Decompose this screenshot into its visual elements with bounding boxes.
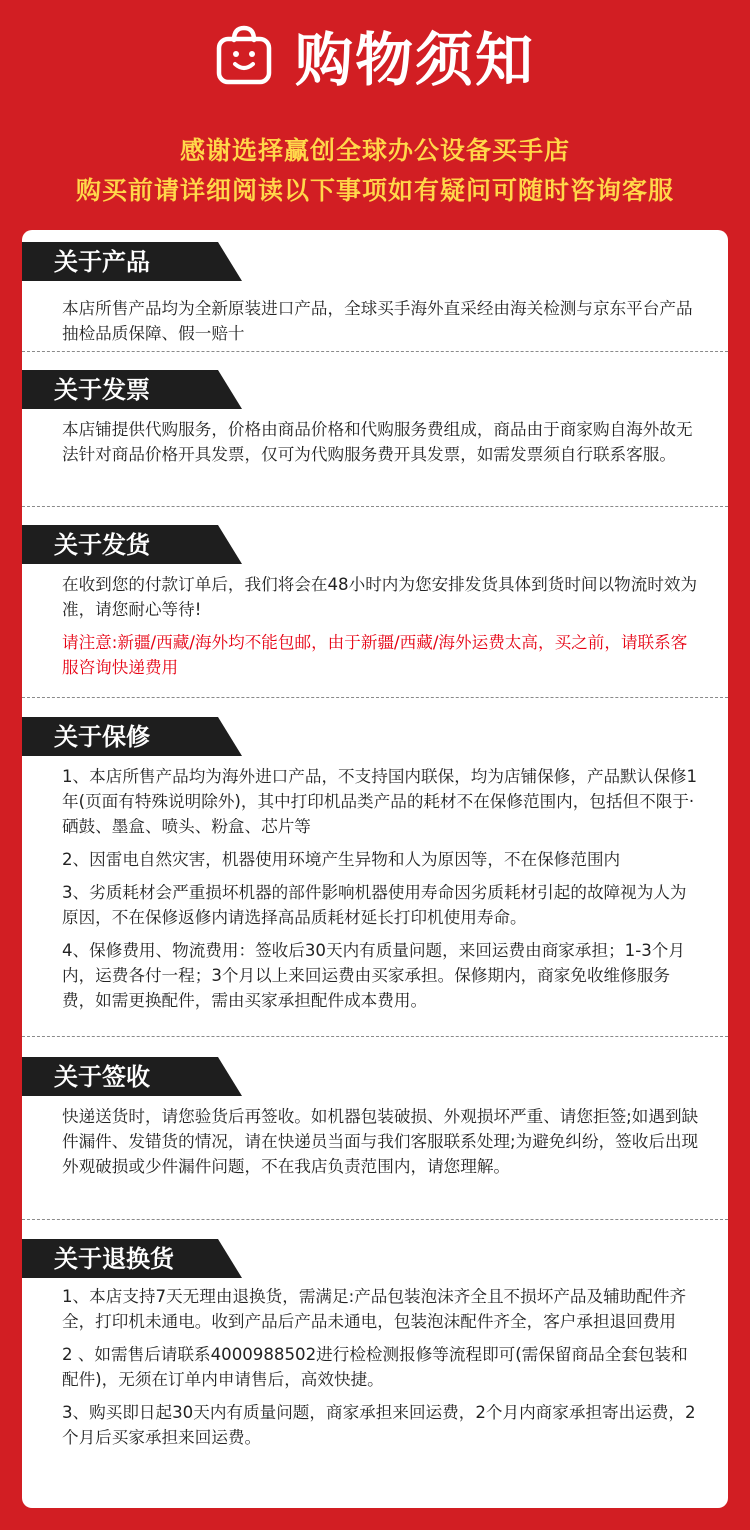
section-title: 关于保修 bbox=[54, 723, 150, 751]
section-body bbox=[62, 296, 702, 354]
divider bbox=[22, 1219, 728, 1220]
divider bbox=[22, 506, 728, 507]
paragraph: 本店所售产品均为全新原装进口产品，全球买手海外直采经由海关检测与京东平台产品抽检品质保障、假一赔十 bbox=[62, 299, 693, 343]
page-title: 购物须知 bbox=[294, 26, 535, 94]
paragraph: 1、本店支持7天无理由退换货，需满足:产品包装泡沫齐全且不损坏产品及辅助配件齐全，打印机未通电。收到产品后产品未通电，包装泡沫配件齐全，客户承担退回费用 bbox=[62, 1287, 687, 1331]
paragraph: 1、本店所售产品均为海外进口产品，不支持国内联保，均为店铺保修，产品默认保修1年(页面有特殊说明除外)，其中打印机品类产品的耗材不在保修范围内，包括但不限于·硒鼓、墨盒、喷头、粉盒、芯片等 bbox=[62, 767, 698, 836]
shipping-notice: 请注意:新疆/西藏/海外均不能包邮，由于新疆/西藏/海外运费太高，买之前，请联系客服咨询快递费用 bbox=[62, 633, 688, 677]
subtitle-line-1: 感谢选择赢创全球办公设备买手店 bbox=[179, 136, 570, 165]
paragraph: 2 、如需售后请联系4000988502进行检检测报修等流程即可(需保留商品全套包装和配件)，无须在订单内申请售后，高效快捷。 bbox=[62, 1345, 688, 1389]
section-title: 关于产品 bbox=[54, 248, 150, 276]
section-title: 关于退换货 bbox=[54, 1245, 174, 1273]
section-body bbox=[62, 572, 702, 688]
section-body bbox=[62, 764, 702, 1021]
paragraph: 2、因雷电自然灾害，机器使用环境产生异物和人为原因等，不在保修范围内 bbox=[62, 850, 621, 869]
divider bbox=[22, 351, 728, 352]
shopping-bag-smile-icon bbox=[215, 24, 273, 86]
paragraph: 本店铺提供代购服务，价格由商品价格和代购服务费组成，商品由于商家购自海外故无法针对商品价格开具发票，仅可为代购服务费开具发票，如需发票须自行联系客服。 bbox=[62, 420, 693, 464]
subtitle-line-2: 购买前请详细阅读以下事项如有疑问可随时咨询客服 bbox=[75, 176, 674, 205]
divider bbox=[22, 697, 728, 698]
divider bbox=[22, 1036, 728, 1037]
section-title: 关于发票 bbox=[54, 376, 150, 404]
section-title: 关于签收 bbox=[54, 1063, 150, 1091]
paragraph: 在收到您的付款订单后，我们将会在48小时内为您安排发货具体到货时间以物流时效为准，请您耐心等待! bbox=[62, 575, 698, 619]
paragraph: 3、购买即日起30天内有质量问题，商家承担来回运费，2个月内商家承担寄出运费，2个月后买家承担来回运费。 bbox=[62, 1403, 696, 1447]
section-body bbox=[62, 1104, 702, 1187]
section-body bbox=[62, 1284, 702, 1458]
paragraph: 3、劣质耗材会严重损坏机器的部件影响机器使用寿命因劣质耗材引起的故障视为人为原因，不在保修返修内请选择高品质耗材延长打印机使用寿命。 bbox=[62, 883, 687, 927]
header bbox=[0, 0, 750, 110]
notice-card bbox=[22, 230, 728, 1508]
section-title: 关于发货 bbox=[54, 531, 150, 559]
section-body bbox=[62, 417, 702, 475]
paragraph: 快递送货时，请您验货后再签收。如机器包装破损、外观损坏严重、请您拒签;如遇到缺件漏件、发错货的情况，请在快递员当面与我们客服联系处理;为避免纠纷，签收后出现外观破损或少件漏件问题，不在我店负责范围内，请您理解。 bbox=[62, 1107, 699, 1176]
paragraph: 4、保修费用、物流费用：签收后30天内有质量问题，来回运费由商家承担；1-3个月内，运费各付一程；3个月以上来回运费由买家承担。保修期内，商家免收维修服务费，如需更换配件，需由买家承担配件成本费用。 bbox=[62, 941, 685, 1010]
